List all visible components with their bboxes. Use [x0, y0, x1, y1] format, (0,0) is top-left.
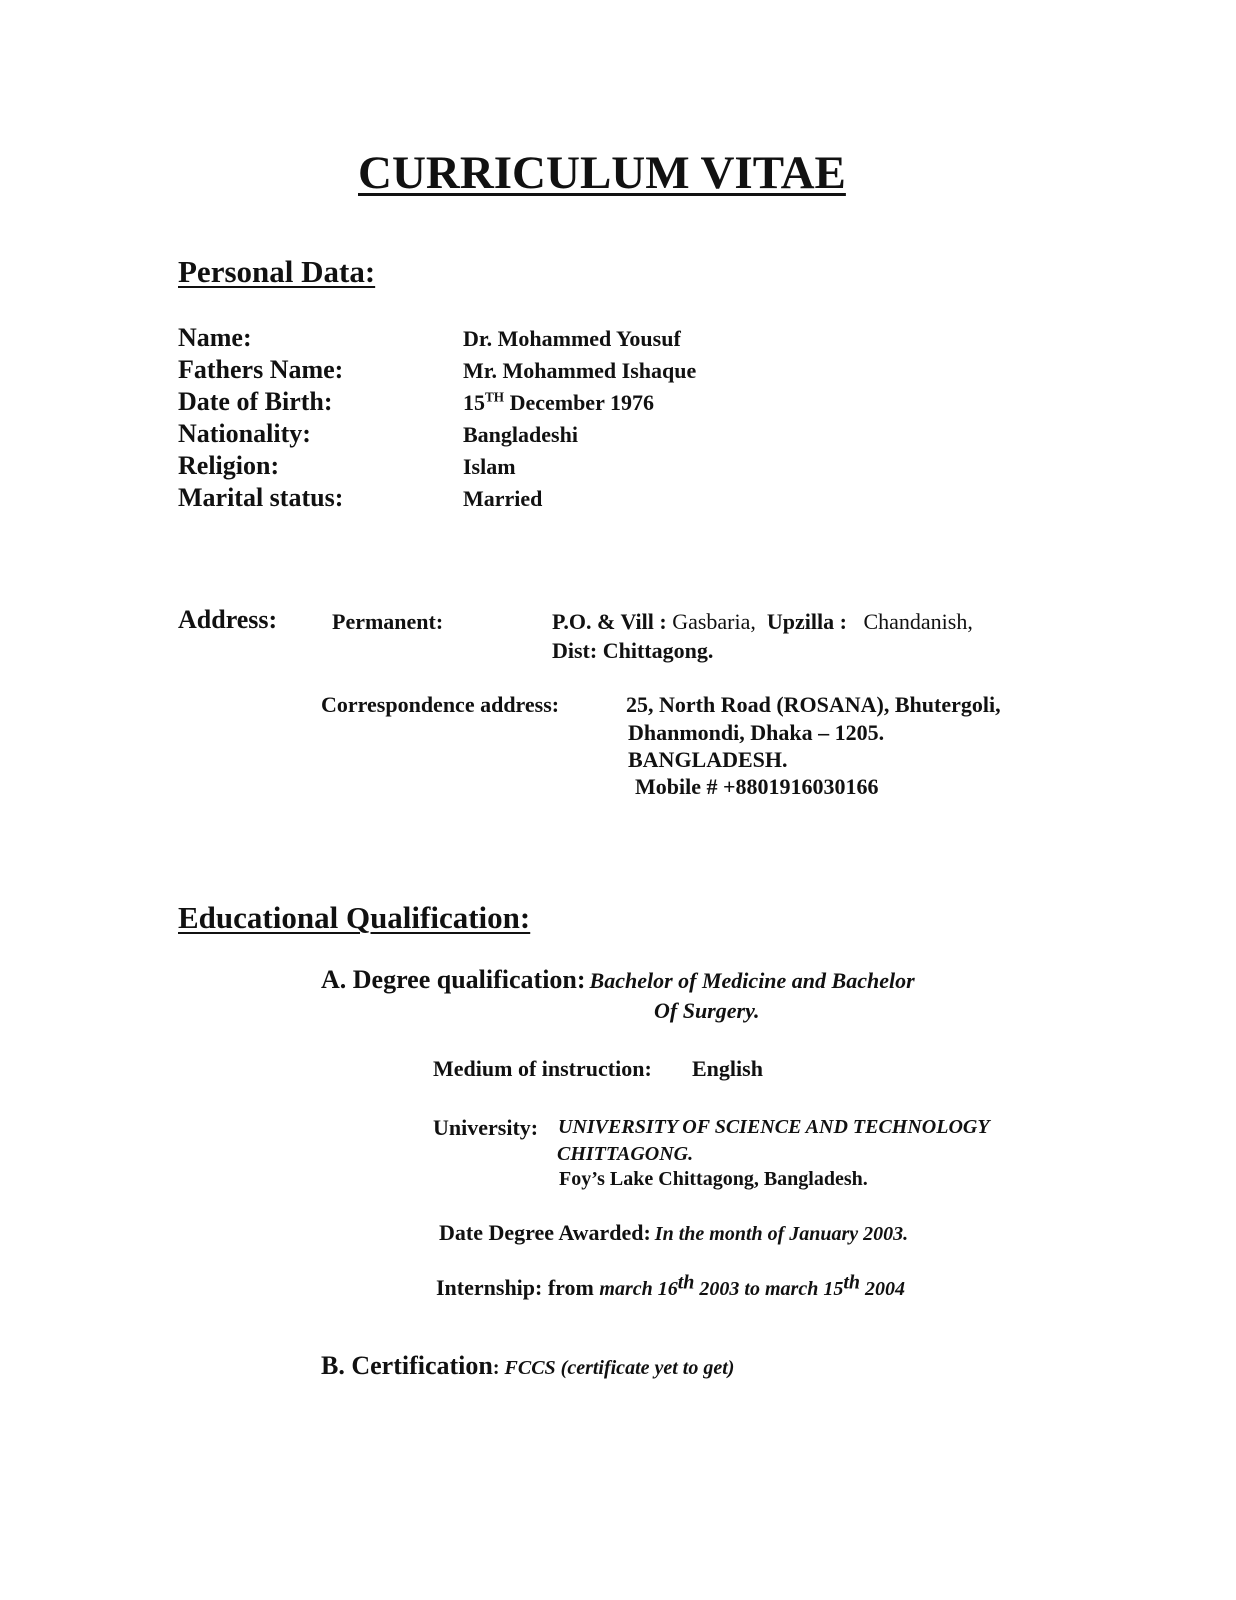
awarded-value: In the month of January 2003.	[654, 1223, 909, 1245]
upzilla-label: Upzilla :	[766, 609, 847, 634]
page-title: CURRICULUM VITAE	[358, 147, 846, 199]
po-vill-value: Gasbaria,	[666, 609, 756, 634]
correspondence-line-2: Dhanmondi, Dhaka – 1205.	[628, 720, 885, 745]
internship-start: march 16	[599, 1278, 678, 1300]
personal-data-heading: Personal Data:	[178, 254, 376, 289]
permanent-address-line-2: Dist: Chittagong.	[552, 638, 714, 663]
address-heading: Address:	[178, 605, 278, 634]
correspondence-line-3: BANGLADESH.	[628, 747, 788, 772]
degree-value-line-2: Of Surgery.	[654, 998, 760, 1023]
degree-label: A. Degree qualification:	[321, 965, 586, 994]
date-degree-awarded	[439, 1220, 908, 1246]
fathers-name-value: Mr. Mohammed Ishaque	[463, 358, 697, 383]
name-value: Dr. Mohammed Yousuf	[463, 326, 681, 351]
degree-value: Bachelor of Medicine and Bachelor	[589, 968, 915, 993]
religion-value: Islam	[463, 454, 516, 479]
internship-end-suffix: th	[843, 1271, 861, 1294]
certification-colon: :	[492, 1357, 500, 1379]
upzilla-value: Chandanish,	[863, 609, 973, 634]
marital-status-value: Married	[463, 486, 543, 511]
university-label: University:	[433, 1115, 539, 1140]
permanent-address-line-1	[552, 609, 973, 635]
medium-label: Medium of instruction:	[433, 1056, 652, 1081]
internship-start-suffix: th	[677, 1271, 695, 1294]
dob-suffix: TH	[485, 389, 505, 405]
dob-day: 15	[463, 390, 485, 415]
university-name-line-1: UNIVERSITY OF SCIENCE AND TECHNOLOGY	[558, 1116, 990, 1138]
po-vill-label: P.O. & Vill :	[552, 609, 667, 634]
correspondence-line-1: 25, North Road (ROSANA), Bhutergoli,	[626, 692, 1001, 717]
dob-rest: December 1976	[504, 390, 654, 415]
marital-status-label: Marital status:	[178, 483, 344, 512]
university-location: Foy’s Lake Chittagong, Bangladesh.	[559, 1168, 868, 1190]
certification-value: FCCS (certificate yet to get)	[499, 1357, 735, 1379]
permanent-label: Permanent:	[332, 609, 444, 634]
awarded-label: Date Degree Awarded:	[439, 1220, 651, 1245]
certification	[321, 1351, 734, 1381]
dob-value	[463, 390, 654, 416]
internship	[436, 1271, 906, 1301]
nationality-value: Bangladeshi	[463, 422, 578, 447]
degree-qualification	[321, 965, 915, 995]
dob-label: Date of Birth:	[178, 387, 333, 416]
internship-label: Internship: from	[436, 1275, 600, 1300]
medium-value: English	[692, 1056, 763, 1081]
internship-end-year: 2004	[860, 1278, 906, 1300]
university-name-line-2: CHITTAGONG.	[557, 1143, 694, 1165]
name-label: Name:	[178, 323, 252, 352]
education-heading: Educational Qualification:	[178, 900, 531, 935]
fathers-name-label: Fathers Name:	[178, 355, 344, 384]
correspondence-label: Correspondence address:	[321, 692, 560, 717]
religion-label: Religion:	[178, 451, 280, 480]
nationality-label: Nationality:	[178, 419, 311, 448]
internship-middle: 2003 to march 15	[694, 1278, 844, 1300]
certification-label: B. Certification	[321, 1351, 493, 1380]
mobile-number: Mobile # +8801916030166	[635, 774, 879, 799]
